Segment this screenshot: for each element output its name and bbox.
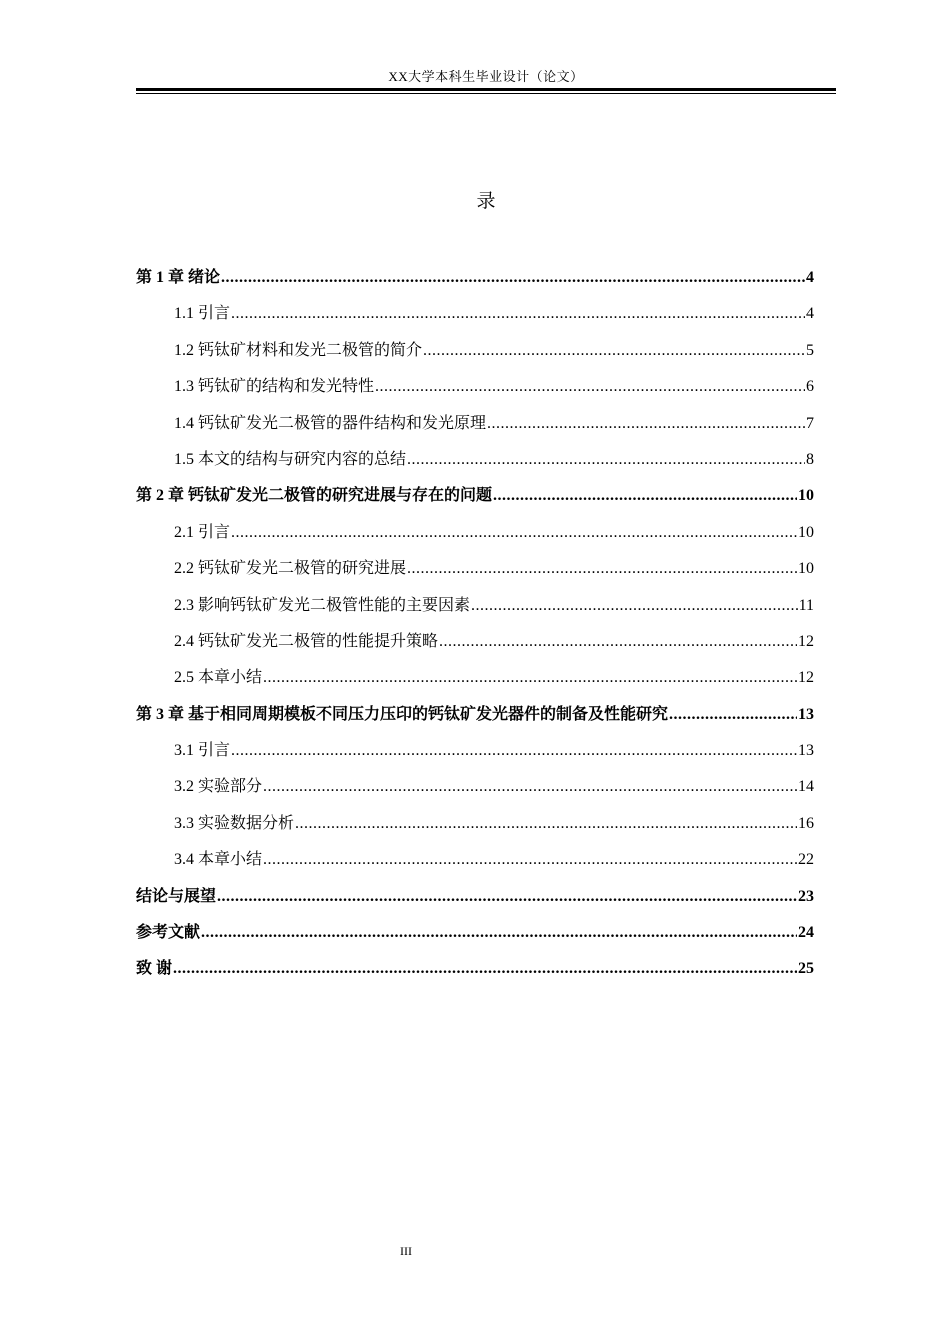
toc-chapter-entry[interactable] <box>136 264 814 300</box>
toc-section-entry[interactable] <box>136 555 814 591</box>
toc-entry-label: 1.3 钙钛矿的结构和发光特性 <box>174 378 375 396</box>
header-rule-thin <box>136 93 836 94</box>
toc-entry-label: 第 2 章 钙钛矿发光二极管的研究进展与存在的问题 <box>136 487 493 505</box>
toc-dot-leader <box>407 555 797 583</box>
toc-dot-leader <box>407 446 805 474</box>
toc-entry-page: 6 <box>806 378 814 396</box>
toc-entry-page: 23 <box>798 887 814 905</box>
toc-entry-page: 12 <box>798 669 814 687</box>
toc-entry-page: 13 <box>798 742 814 760</box>
toc-dot-leader <box>375 373 805 401</box>
toc-title: 录 <box>476 190 496 212</box>
toc-dot-leader <box>231 519 797 547</box>
toc-section-entry[interactable] <box>136 664 814 700</box>
toc-dot-leader <box>263 773 797 801</box>
toc-dot-leader <box>439 628 797 656</box>
toc-entry-label: 第 3 章 基于相同周期模板不同压力压印的钙钛矿发光器件的制备及性能研究 <box>136 705 669 723</box>
toc-chapter-entry[interactable] <box>136 482 814 518</box>
toc-dot-leader <box>487 410 805 438</box>
toc-section-entry[interactable] <box>136 373 814 409</box>
toc-section-entry[interactable] <box>136 846 814 882</box>
toc-dot-leader <box>173 955 797 983</box>
toc-chapter-entry[interactable] <box>136 919 814 955</box>
toc-entry-page: 4 <box>806 305 814 323</box>
toc-entry-label: 1.1 引言 <box>174 305 231 323</box>
header-rule-thick <box>136 88 836 91</box>
toc-dot-leader <box>221 264 805 292</box>
toc-entry-page: 10 <box>798 560 814 578</box>
toc-dot-leader <box>201 919 797 947</box>
toc-entry-label: 1.2 钙钛矿材料和发光二极管的简介 <box>174 341 423 359</box>
toc-entry-page: 8 <box>806 450 814 468</box>
toc-dot-leader <box>471 592 798 620</box>
toc-entry-label: 3.3 实验数据分析 <box>174 814 295 832</box>
toc-dot-leader <box>669 701 797 729</box>
toc-section-entry[interactable] <box>136 592 814 628</box>
toc-entry-page: 10 <box>798 487 814 505</box>
toc-section-entry[interactable] <box>136 737 814 773</box>
toc-section-entry[interactable] <box>136 337 814 373</box>
toc-dot-leader <box>423 337 805 365</box>
toc-entry-page: 13 <box>798 705 814 723</box>
toc-entry-page: 24 <box>798 924 814 942</box>
page-header: XX大学本科生毕业设计（论文） <box>388 69 584 84</box>
toc-entry-page: 4 <box>806 269 814 286</box>
toc-entry-page: 16 <box>798 814 814 832</box>
toc-section-entry[interactable] <box>136 773 814 809</box>
toc-dot-leader <box>295 810 797 838</box>
toc-entry-page: 11 <box>798 596 814 614</box>
toc-dot-leader <box>217 883 797 911</box>
toc-entry-label: 2.4 钙钛矿发光二极管的性能提升策略 <box>174 632 439 650</box>
toc-entry-label: 参考文献 <box>136 924 201 942</box>
page-number: III <box>400 1244 412 1258</box>
toc-chapter-entry[interactable] <box>136 701 814 737</box>
toc-entry-label: 3.2 实验部分 <box>174 778 263 796</box>
toc-entry-label: 2.3 影响钙钛矿发光二极管性能的主要因素 <box>174 596 471 614</box>
toc-entry-page: 12 <box>798 632 814 650</box>
toc-section-entry[interactable] <box>136 446 814 482</box>
toc-entry-label: 第 1 章 绪论 <box>136 269 221 286</box>
toc-dot-leader <box>231 737 797 765</box>
toc-section-entry[interactable] <box>136 519 814 555</box>
toc-dot-leader <box>493 482 797 510</box>
toc-section-entry[interactable] <box>136 300 814 336</box>
toc-entry-label: 3.1 引言 <box>174 742 231 760</box>
toc-entry-label: 2.1 引言 <box>174 523 231 541</box>
toc-dot-leader <box>263 846 797 874</box>
toc-entry-label: 2.5 本章小结 <box>174 669 263 687</box>
toc-entry-page: 25 <box>798 960 814 978</box>
toc-entry-label: 致 谢 <box>136 960 173 978</box>
toc-entry-page: 22 <box>798 851 814 869</box>
toc-entry-label: 2.2 钙钛矿发光二极管的研究进展 <box>174 560 407 578</box>
toc-dot-leader <box>263 664 797 692</box>
table-of-contents <box>136 264 814 992</box>
toc-section-entry[interactable] <box>136 410 814 446</box>
toc-entry-page: 10 <box>798 523 814 541</box>
toc-chapter-entry[interactable] <box>136 883 814 919</box>
toc-section-entry[interactable] <box>136 628 814 664</box>
toc-section-entry[interactable] <box>136 810 814 846</box>
toc-chapter-entry[interactable] <box>136 955 814 991</box>
toc-entry-page: 5 <box>806 341 814 359</box>
toc-entry-page: 14 <box>798 778 814 796</box>
toc-entry-label: 1.4 钙钛矿发光二极管的器件结构和发光原理 <box>174 414 487 432</box>
toc-entry-label: 结论与展望 <box>136 887 217 905</box>
toc-entry-page: 7 <box>806 414 814 432</box>
toc-entry-label: 1.5 本文的结构与研究内容的总结 <box>174 450 407 468</box>
toc-dot-leader <box>231 300 805 328</box>
toc-entry-label: 3.4 本章小结 <box>174 851 263 869</box>
